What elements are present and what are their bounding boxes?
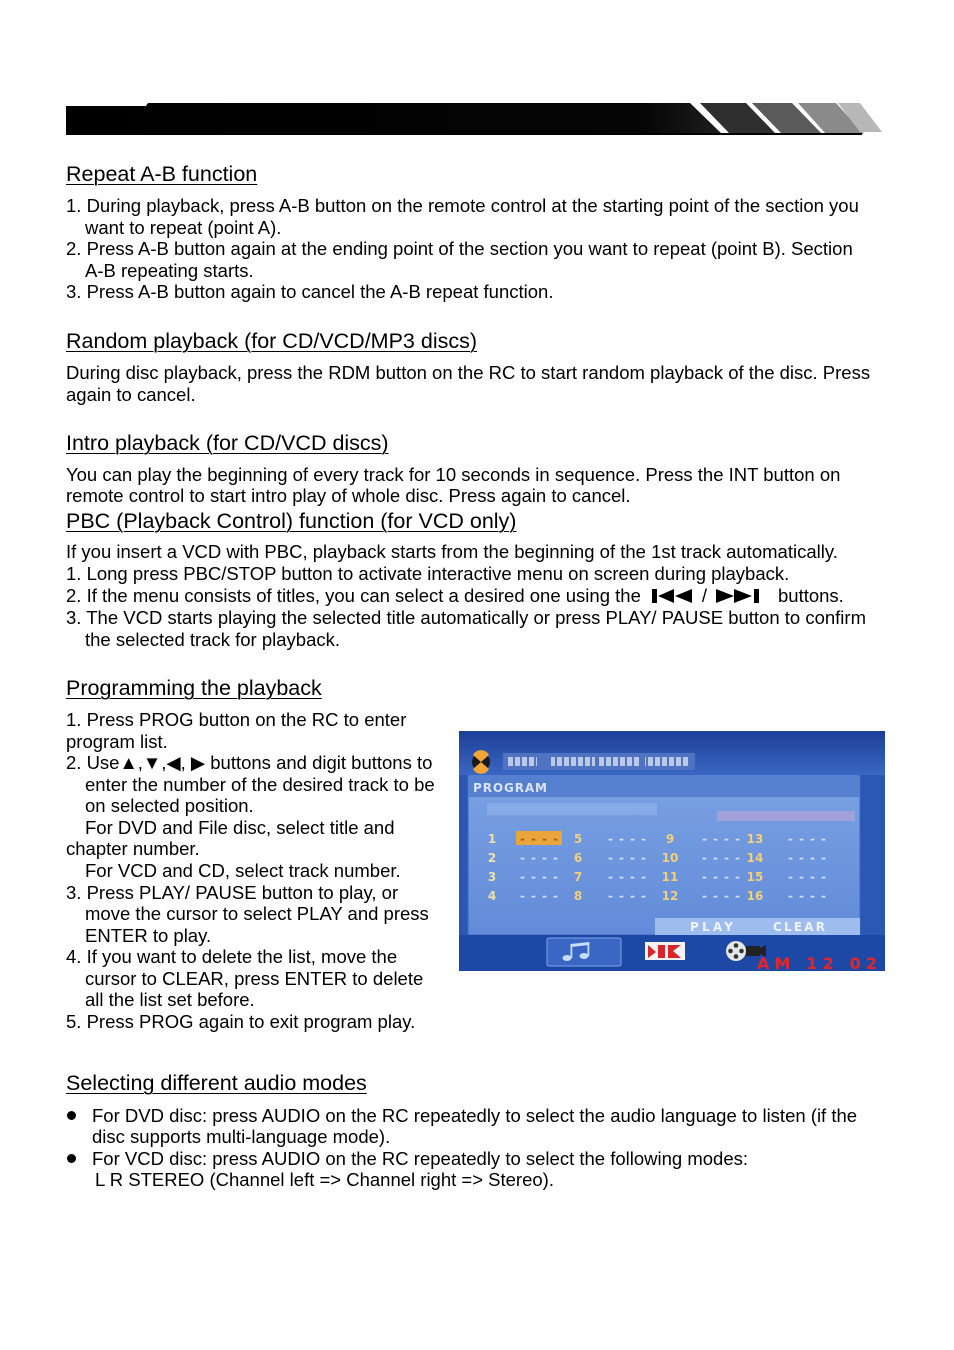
body-line: For DVD and File disc, select title and <box>85 816 395 838</box>
slot-placeholder: ---- <box>608 832 646 846</box>
body-line: If you insert a VCD with PBC, playback starts from the beginning of the 1st track automatically. <box>66 541 838 562</box>
slot-number: 12 <box>661 889 679 903</box>
slot-placeholder: ---- <box>702 832 740 846</box>
program-menu-screenshot <box>459 731 885 971</box>
slot-number: 7 <box>573 870 583 884</box>
slot-number: 10 <box>661 851 679 865</box>
slot-number: 3 <box>487 870 497 884</box>
slot-placeholder: ---- <box>608 851 646 865</box>
programming-text <box>66 709 435 1032</box>
bullet-icon <box>67 1154 76 1163</box>
body-line: For VCD and CD, select track number. <box>85 859 401 881</box>
slot-number: 6 <box>573 851 583 865</box>
audio-modes-list <box>66 1105 857 1190</box>
slot-placeholder: ---- <box>788 889 826 903</box>
body-line: 1. During playback, press A-B button on the remote control at the starting point of the section you <box>66 195 859 216</box>
icon-separator: / <box>701 584 707 606</box>
header-banner <box>60 100 886 138</box>
previous-track-icon <box>652 589 698 603</box>
body-line: 5. Press PROG again to exit program play. <box>66 1010 416 1032</box>
random-playback-text <box>66 362 870 405</box>
body-text: 2. If the menu consists of titles, you can select a desired one using the <box>66 584 641 606</box>
body-line: want to repeat (point A). <box>85 216 282 238</box>
slot-placeholder: ---- <box>608 889 646 903</box>
slot-placeholder: ---- <box>608 870 646 884</box>
body-line: 1. Long press PBC/STOP button to activate interactive menu on screen during playback. <box>66 562 790 584</box>
slot-number: 14 <box>746 851 764 865</box>
next-track-icon <box>716 589 764 603</box>
intro-playback-text <box>66 464 840 506</box>
body-line: During disc playback, press the RDM button on the RC to start random playback of the disc. Press <box>66 362 871 383</box>
bullet-icon <box>67 1111 76 1120</box>
body-line: program list. <box>66 730 168 752</box>
slot-number: 16 <box>746 889 764 903</box>
osd-play-button: PLAY <box>690 920 733 934</box>
music-icon <box>547 938 621 966</box>
list-item-continuation: disc supports multi-language mode). <box>92 1126 391 1148</box>
heading-repeat-ab: Repeat A-B function <box>66 162 258 186</box>
slot-placeholder: ---- <box>788 851 826 865</box>
body-line: on selected position. <box>85 795 254 817</box>
body-line: the selected track for playback. <box>85 628 341 650</box>
body-line: 4. If you want to delete the list, move the <box>66 946 398 968</box>
slot-placeholder: ---- <box>520 832 558 846</box>
program-title: PROGRAM <box>473 781 547 795</box>
slot-number: 15 <box>746 870 764 884</box>
slot-number: 4 <box>487 889 497 903</box>
body-line: again to cancel. <box>66 383 196 405</box>
slot-number: 8 <box>573 889 583 903</box>
osd-clock: AM 12 02 <box>757 954 877 971</box>
slot-placeholder: ---- <box>788 832 826 846</box>
slot-placeholder: ---- <box>702 870 740 884</box>
slot-number: 2 <box>487 851 497 865</box>
body-line: You can play the beginning of every track for 10 seconds in sequence. Press the INT button on <box>66 464 841 485</box>
body-text: buttons. <box>778 584 844 606</box>
slot-placeholder: ---- <box>520 889 558 903</box>
heading-pbc: PBC (Playback Control) function (for VCD only) <box>66 509 517 533</box>
body-line: all the list set before. <box>85 989 255 1011</box>
heading-programming: Programming the playback <box>66 676 322 700</box>
slot-number: 9 <box>665 832 675 846</box>
body-line: 3. Press PLAY/ PAUSE button to play, or <box>66 881 399 903</box>
banner-bar <box>66 103 722 134</box>
list-item-text: For VCD disc: press AUDIO on the RC repeatedly to select the following modes: <box>92 1147 749 1169</box>
repeat-ab-text <box>66 195 859 303</box>
body-line: cursor to CLEAR, press ENTER to delete <box>85 967 424 989</box>
osd-clear-button: CLEAR <box>773 920 825 934</box>
slot-number: 11 <box>661 870 679 884</box>
slot-placeholder: ---- <box>702 851 740 865</box>
slot-number: 13 <box>746 832 764 846</box>
heading-audio-modes: Selecting different audio modes <box>66 1071 367 1095</box>
slot-placeholder: ---- <box>520 870 558 884</box>
heading-random-playback: Random playback (for CD/VCD/MP3 discs) <box>66 329 478 353</box>
list-item <box>66 1105 857 1126</box>
slot-number: 1 <box>487 832 497 846</box>
action-bar <box>655 918 860 935</box>
list-item <box>66 1148 857 1169</box>
body-line: 3. The VCD starts playing the selected title automatically or press PLAY/ PAUSE button to confirm <box>66 606 866 628</box>
body-line: move the cursor to select PLAY and press <box>85 903 429 925</box>
body-line: chapter number. <box>66 838 200 860</box>
body-line: ENTER to play. <box>85 924 212 946</box>
body-line: 2. Press A-B button again at the ending point of the section you want to repeat (point B). Section <box>66 238 853 259</box>
heading-intro-playback: Intro playback (for CD/VCD discs) <box>66 431 389 455</box>
list-item-text: For DVD disc: press AUDIO on the RC repeatedly to select the audio language to listen (if the <box>92 1105 858 1126</box>
subtitle-flag-icon <box>645 942 685 960</box>
body-line: 2. Use▲,▼,◀, ▶ buttons and digit buttons to <box>66 752 433 774</box>
slot-number: 5 <box>573 832 583 846</box>
body-line: 3. Press A-B button again to cancel the A-B repeat function. <box>66 281 554 302</box>
body-line: A-B repeating starts. <box>85 259 254 281</box>
body-line: enter the number of the desired track to be <box>85 773 435 795</box>
osd-status-bar <box>503 753 695 770</box>
slot-placeholder: ---- <box>702 889 740 903</box>
body-line: 1. Press PROG button on the RC to enter <box>66 709 407 730</box>
pbc-text <box>66 541 866 651</box>
body-line-with-icons <box>66 585 866 607</box>
slot-placeholder: ---- <box>788 870 826 884</box>
body-line: remote control to start intro play of whole disc. Press again to cancel. <box>66 485 631 506</box>
list-item-continuation: L R STEREO (Channel left => Channel right => Stereo). <box>95 1168 554 1190</box>
slot-placeholder: ---- <box>520 851 558 865</box>
disc-icon <box>472 750 490 774</box>
